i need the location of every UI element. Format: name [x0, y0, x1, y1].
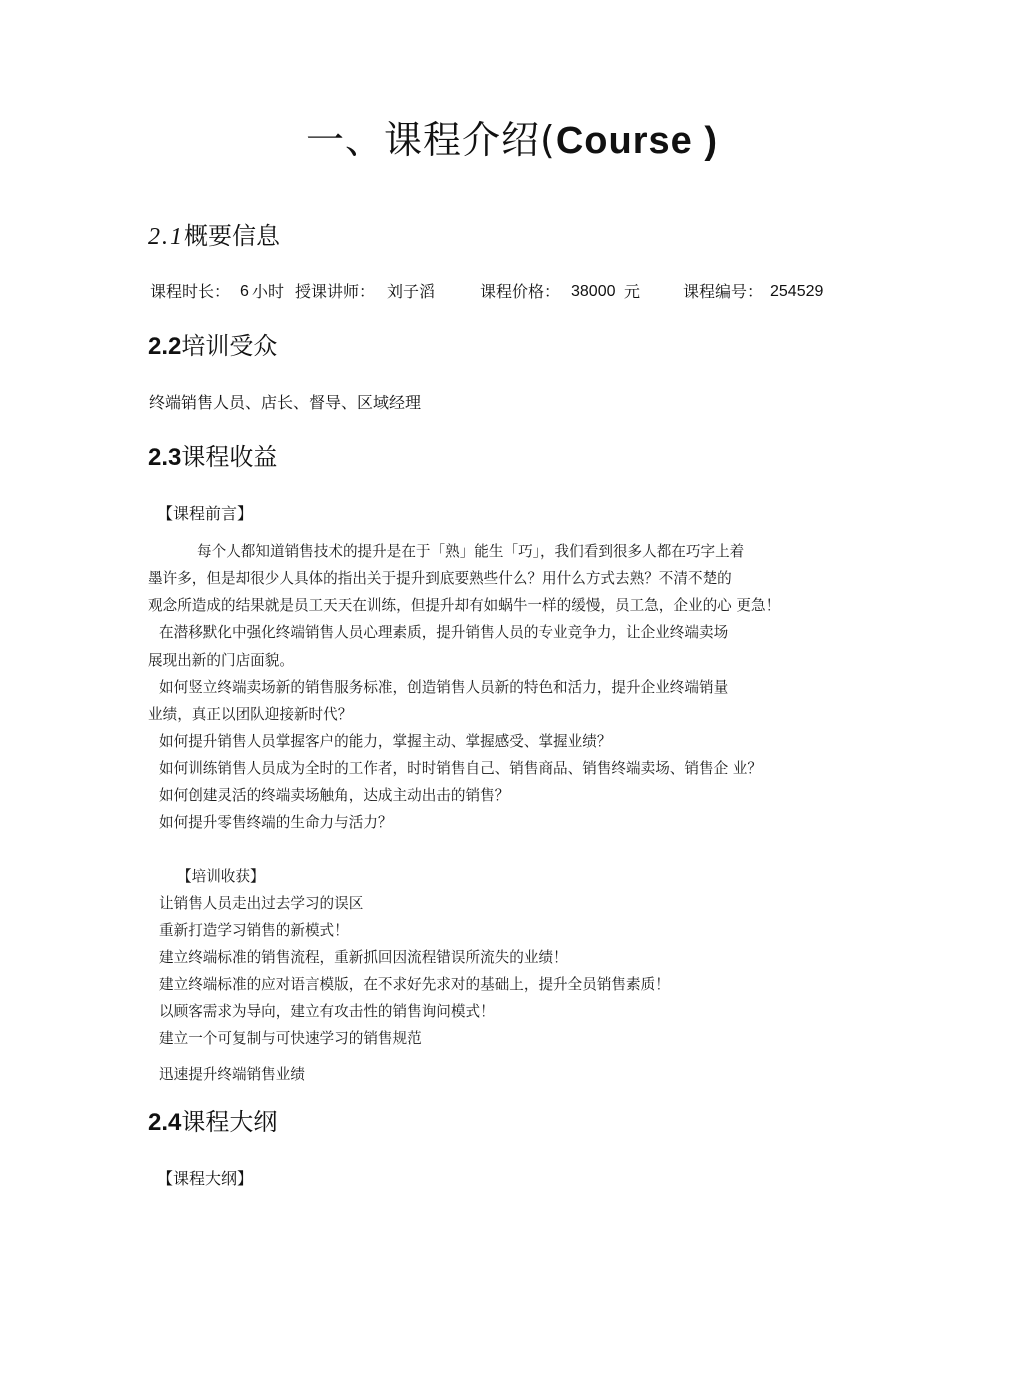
- price-unit: 元: [624, 282, 641, 301]
- title-latin: Course ): [555, 120, 718, 162]
- heading-2-3: [148, 441, 277, 474]
- preface-label: 【课程前言】: [157, 504, 254, 523]
- page-title: [0, 112, 1024, 169]
- gains-label: 【培训收获】: [177, 868, 265, 885]
- preface-line: 在潜移默化中强化终端销售人员心理素质，提升销售人员的专业竞争力，让企业终端卖场: [159, 624, 729, 641]
- preface-line: 如何竖立终端卖场新的销售服务标准，创造销售人员新的特色和活力，提升企业终端销量: [159, 679, 729, 696]
- heading-2-2: [148, 330, 277, 363]
- heading-2-4-text: 课程大纲: [181, 1108, 278, 1136]
- audience-text: 终端销售人员、店长、督导、区域经理: [149, 393, 422, 412]
- heading-2-1-text: 概要信息: [184, 222, 280, 250]
- gains-line: 重新打造学习销售的新模式！: [159, 922, 349, 939]
- heading-2-4: [148, 1106, 277, 1139]
- gains-line: 让销售人员走出过去学习的误区: [159, 895, 364, 912]
- gains-line: 建立终端标准的应对语言模版，在不求好先求对的基础上，提升全员销售素质！: [159, 976, 670, 993]
- lecturer-label: 授课讲师：: [295, 282, 376, 301]
- heading-2-2-number: 2.2: [148, 333, 182, 360]
- heading-2-4-number: 2.4: [148, 1109, 182, 1136]
- gains-line: 迅速提升终端销售业绩: [159, 1066, 305, 1083]
- duration-unit: 小时: [252, 282, 285, 301]
- duration-value: 6: [240, 283, 249, 300]
- preface-line: 每个人都知道销售技术的提升是在于「熟」能生「巧」，我们看到很多人都在巧字上着: [197, 543, 745, 560]
- preface-line: 墨许多，但是却很少人具体的指出关于提升到底要熟些什么？用什么方式去熟？不清不楚的: [148, 570, 732, 587]
- code-label: 课程编号：: [683, 282, 764, 301]
- preface-line: 业绩，真正以团队迎接新时代？: [148, 706, 353, 723]
- price-label: 课程价格：: [480, 282, 561, 301]
- course-info-row: [150, 280, 870, 304]
- heading-2-3-number: 2.3: [148, 444, 182, 471]
- heading-2-1: [148, 220, 280, 253]
- preface-line: 如何提升零售终端的生命力与活力？: [159, 814, 393, 831]
- gains-line: 建立一个可复制与可快速学习的销售规范: [159, 1030, 422, 1047]
- preface-line: 观念所造成的结果就是员工天天在训练，但提升却有如蜗牛一样的缓慢，员工急，企业的心 更急！: [148, 597, 781, 614]
- preface-line: 如何创建灵活的终端卖场触角，达成主动出击的销售？: [159, 787, 510, 804]
- outline-label: 【课程大纲】: [157, 1169, 254, 1188]
- preface-line: 如何提升销售人员掌握客户的能力，掌握主动、掌握感受、掌握业绩？: [159, 733, 612, 750]
- preface-line: 展现出新的门店面貌。: [148, 652, 294, 669]
- gains-line: 以顾客需求为导向，建立有攻击性的销售询问模式！: [159, 1003, 495, 1020]
- gains-line: 建立终端标准的销售流程，重新抓回因流程错误所流失的业绩！: [159, 949, 568, 966]
- heading-2-3-text: 课程收益: [181, 443, 278, 471]
- title-chinese: 一、课程介绍(: [306, 118, 556, 162]
- code-value: 254529: [770, 283, 824, 300]
- price-value: 38000: [571, 283, 616, 300]
- lecturer-value: 刘子滔: [387, 282, 436, 301]
- preface-line: 如何训练销售人员成为全时的工作者，时时销售自己、销售商品、销售终端卖场、销售企 业？: [159, 760, 762, 777]
- duration-label: 课程时长：: [150, 282, 231, 301]
- heading-2-2-text: 培训受众: [181, 332, 278, 360]
- heading-2-1-number: 2.1: [148, 224, 184, 250]
